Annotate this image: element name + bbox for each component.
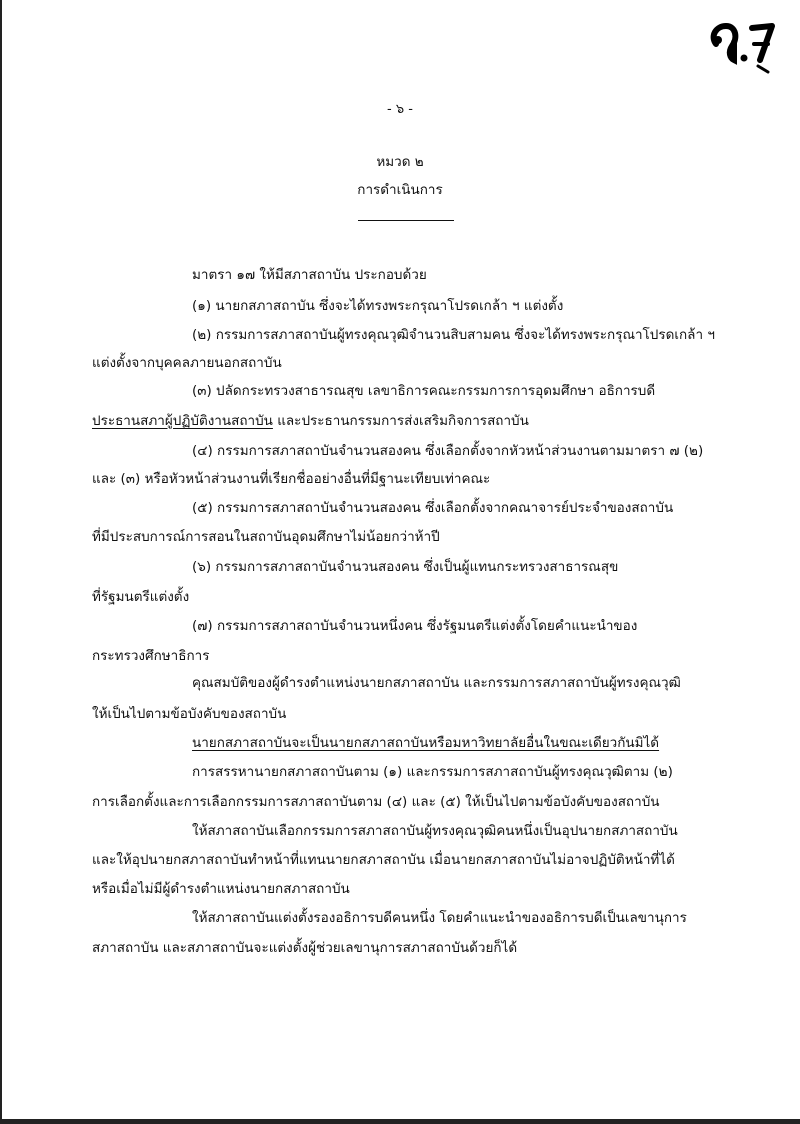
item-5-continued: ที่มีประสบการณ์การสอนในสถาบันอุดมศึกษาไม่น้อยกว่าห้าปี	[92, 529, 440, 545]
item-4: (๔) กรรมการสภาสถาบันจำนวนสองคน ซึ่งเลือกตั้งจากหัวหน้าส่วนงานตามมาตรา ๗ (๒)	[192, 443, 704, 459]
page-number: - ๖ -	[387, 102, 413, 117]
vice-chair-continued-1: และให้อุปนายกสภาสถาบันทำหน้าที่แทนนายกสภาสถาบัน เมื่อนายกสภาสถาบันไม่อาจปฏิบัติหน้าที่ได้	[92, 852, 675, 868]
item-6: (๖) กรรมการสภาสถาบันจำนวนสองคน ซึ่งเป็นผู้แทนกระทรวงสาธารณสุข	[192, 559, 619, 575]
nomination-paragraph: การสรรหานายกสภาสถาบันตาม (๑) และกรรมการสภาสถาบันผู้ทรงคุณวุฒิตาม (๒)	[192, 764, 673, 780]
nomination-continued: การเลือกตั้งและการเลือกกรรมการสภาสถาบันตาม (๔) และ (๕) ให้เป็นไปตามข้อบังคับของสถาบัน	[92, 794, 660, 810]
item-6-continued: ที่รัฐมนตรีแต่งตั้ง	[92, 589, 190, 605]
item-3-continued-tail: และประธานกรรมการส่งเสริมกิจการสถาบัน	[272, 413, 529, 429]
item-7: (๗) กรรมการสภาสถาบันจำนวนหนึ่งคน ซึ่งรัฐมนตรีแต่งตั้งโดยคำแนะนำของ	[192, 618, 638, 634]
item-2: (๒) กรรมการสภาสถาบันผู้ทรงคุณวุฒิจำนวนสิบสามคน ซึ่งจะได้ทรงพระกรุณาโปรดเกล้า ฯ	[192, 327, 715, 343]
scan-edge-bottom	[0, 1119, 800, 1124]
item-4-continued: และ (๓) หรือหัวหน้าส่วนงานที่เรียกชื่ออย่างอื่นที่มีฐานะเทียบเท่าคณะ	[92, 471, 491, 487]
amended-text: ประธานสภาผู้ปฏิบัติงานสถาบัน	[92, 413, 273, 429]
chapter-number: หมวด ๒	[376, 154, 424, 170]
section-17-intro: มาตรา ๑๗ ให้มีสภาสถาบัน ประกอบด้วย	[192, 267, 427, 283]
heading-divider	[358, 220, 454, 221]
secretary-continued: สภาสถาบัน และสภาสถาบันจะแต่งตั้งผู้ช่วยเลขานุการสภาสถาบันด้วยก็ได้	[92, 940, 518, 956]
item-5: (๕) กรรมการสภาสถาบันจำนวนสองคน ซึ่งเลือกตั้งจากคณาจารย์ประจำของสถาบัน	[192, 500, 674, 516]
item-3: (๓) ปลัดกระทรวงสาธารณสุข เลขาธิการคณะกรรมการการอุดมศึกษา อธิการบดี	[192, 383, 656, 399]
vice-chair-continued-2: หรือเมื่อไม่มีผู้ดำรงตำแหน่งนายกสภาสถาบัน	[92, 881, 350, 897]
item-7-continued: กระทรวงศึกษาธิการ	[92, 648, 210, 664]
secretary-paragraph: ให้สภาสถาบันแต่งตั้งรองอธิการบดีคนหนึ่ง โดยคำแนะนำของอธิการบดีเป็นเลขานุการ	[192, 910, 687, 926]
qualifications-paragraph: คุณสมบัติของผู้ดำรงตำแหน่งนายกสภาสถาบัน และกรรมการสภาสถาบันผู้ทรงคุณวุฒิ	[192, 675, 681, 691]
chapter-title: การดำเนินการ	[357, 182, 443, 198]
item-3-continued	[92, 412, 529, 430]
qualifications-continued: ให้เป็นไปตามข้อบังคับของสถาบัน	[92, 706, 287, 722]
vice-chair-paragraph: ให้สภาสถาบันเลือกกรรมการสภาสถาบันผู้ทรงคุณวุฒิคนหนึ่งเป็นอุปนายกสภาสถาบัน	[192, 823, 678, 839]
handwritten-mark-icon	[704, 14, 776, 78]
item-2-continued: แต่งตั้งจากบุคคลภายนอกสถาบัน	[92, 355, 282, 371]
item-1: (๑) นายกสภาสถาบัน ซึ่งจะได้ทรงพระกรุณาโปรดเกล้า ฯ แต่งตั้ง	[192, 298, 564, 314]
amended-provision: นายกสภาสถาบันจะเป็นนายกสภาสถาบันหรือมหาวิทยาลัยอื่นในขณะเดียวกันมิได้	[192, 735, 660, 751]
